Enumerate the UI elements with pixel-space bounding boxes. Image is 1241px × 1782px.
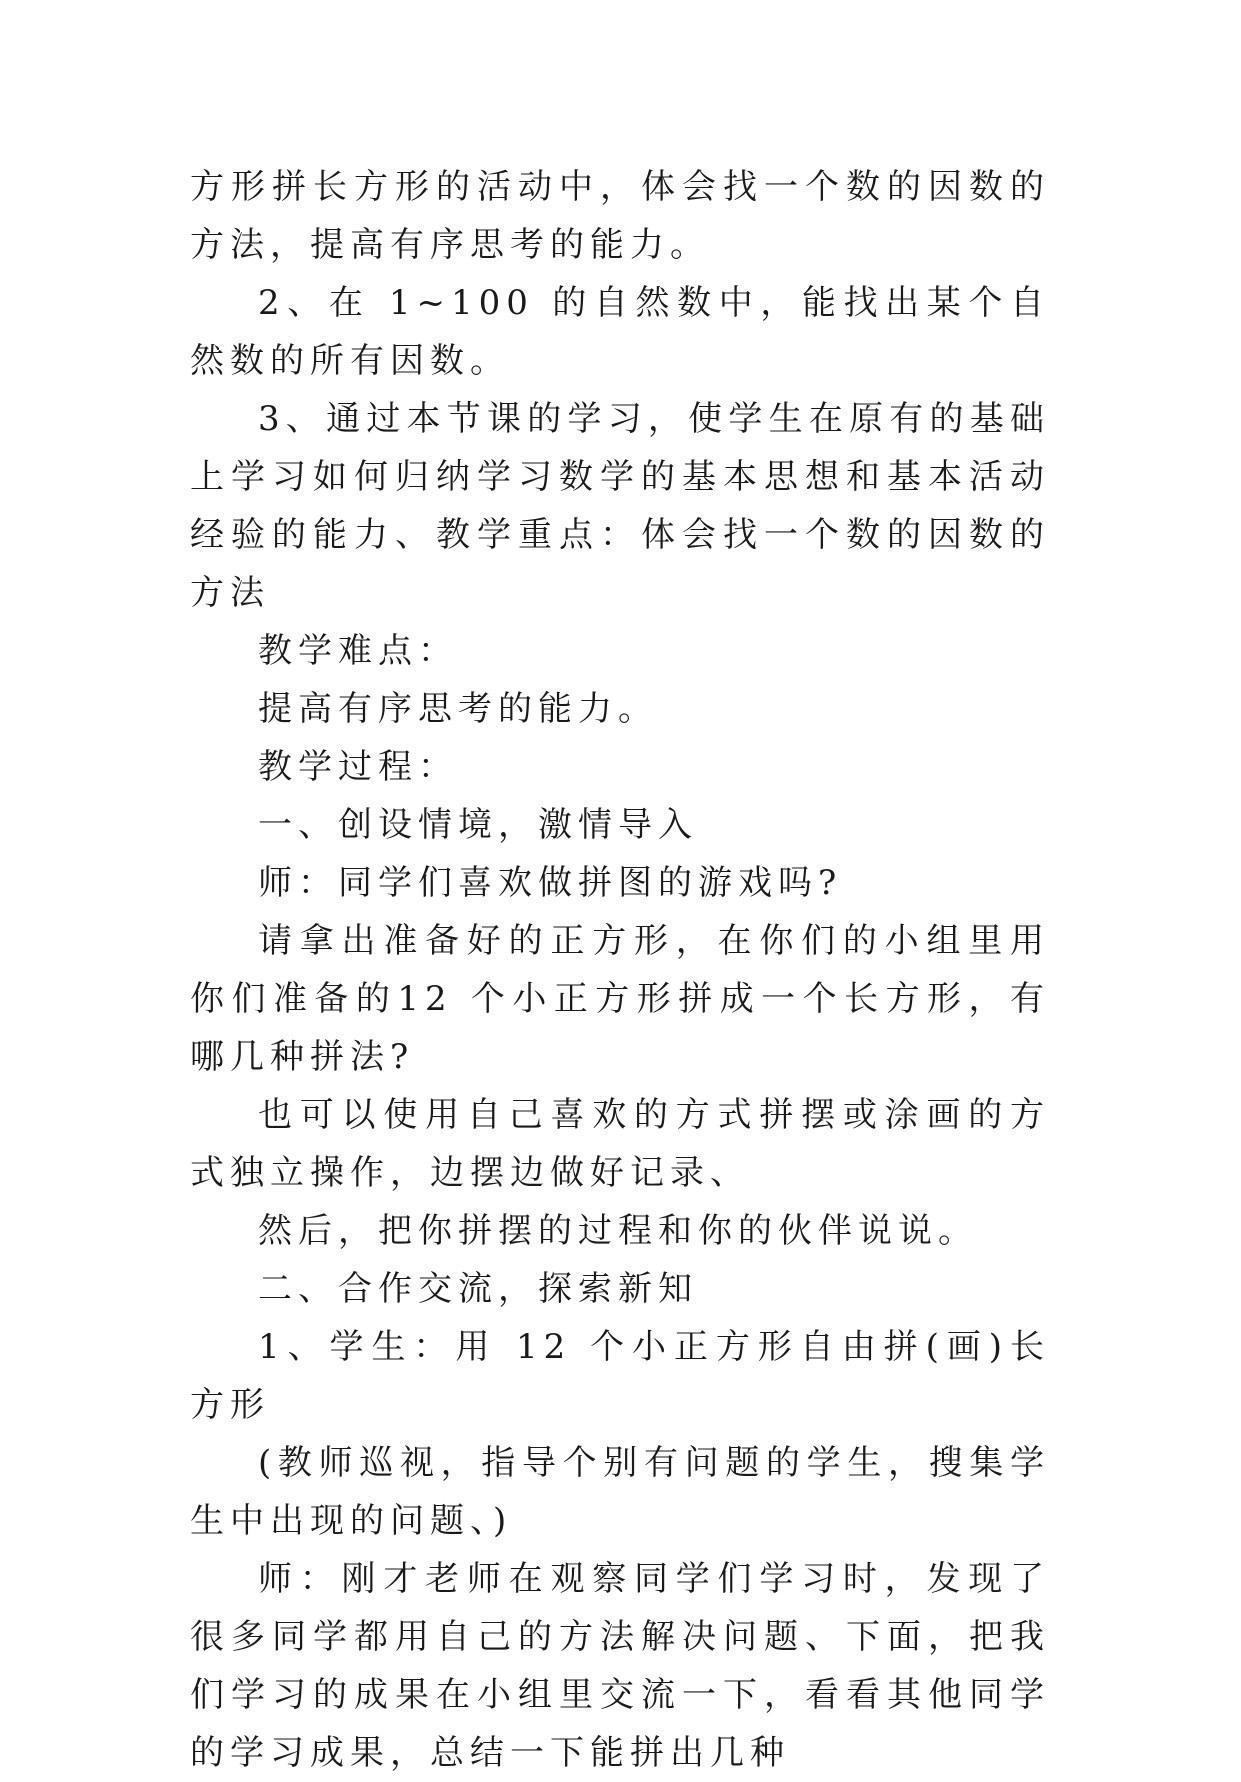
paragraph: (教师巡视，指导个别有问题的学生，搜集学生中出现的问题、) [190, 1443, 1050, 1541]
paragraph: 教学难点： [258, 631, 458, 671]
paragraph: 一、创设情境，激情导入 [258, 805, 698, 845]
paragraph: 二、合作交流，探索新知 [258, 1269, 698, 1309]
paragraph: 1、学生：用 12 个小正方形自由拼(画)长方形 [190, 1327, 1050, 1425]
paragraph: 3、通过本节课的学习，使学生在原有的基础上学习如何归纳学习数学的基本思想和基本活动经验的能力、教学重点：体会找一个数的因数的方法 [190, 399, 1050, 613]
paragraph: 2、在 1~100 的自然数中，能找出某个自然数的所有因数。 [190, 283, 1050, 381]
paragraph: 师：同学们喜欢做拼图的游戏吗? [258, 863, 843, 903]
paragraph: 师：刚才老师在观察同学们学习时，发现了很多同学都用自己的方法解决问题、下面，把我们学习的成果在小组里交流一下，看看其他同学的学习成果，总结一下能拼出几种 [190, 1559, 1050, 1773]
paragraph: 提高有序思考的能力。 [258, 689, 658, 729]
paragraph: 请拿出准备好的正方形，在你们的小组里用你们准备的12 个小正方形拼成一个长方形，有哪几种拼法? [190, 921, 1050, 1077]
paragraph: 也可以使用自己喜欢的方式拼摆或涂画的方式独立操作，边摆边做好记录、 [190, 1095, 1050, 1193]
body-text [190, 158, 1050, 1782]
paragraph: 教学过程： [258, 747, 458, 787]
paragraph: 方形拼长方形的活动中，体会找一个数的因数的方法，提高有序思考的能力。 [190, 167, 1050, 265]
paragraph: 然后，把你拼摆的过程和你的伙伴说说。 [258, 1211, 978, 1251]
